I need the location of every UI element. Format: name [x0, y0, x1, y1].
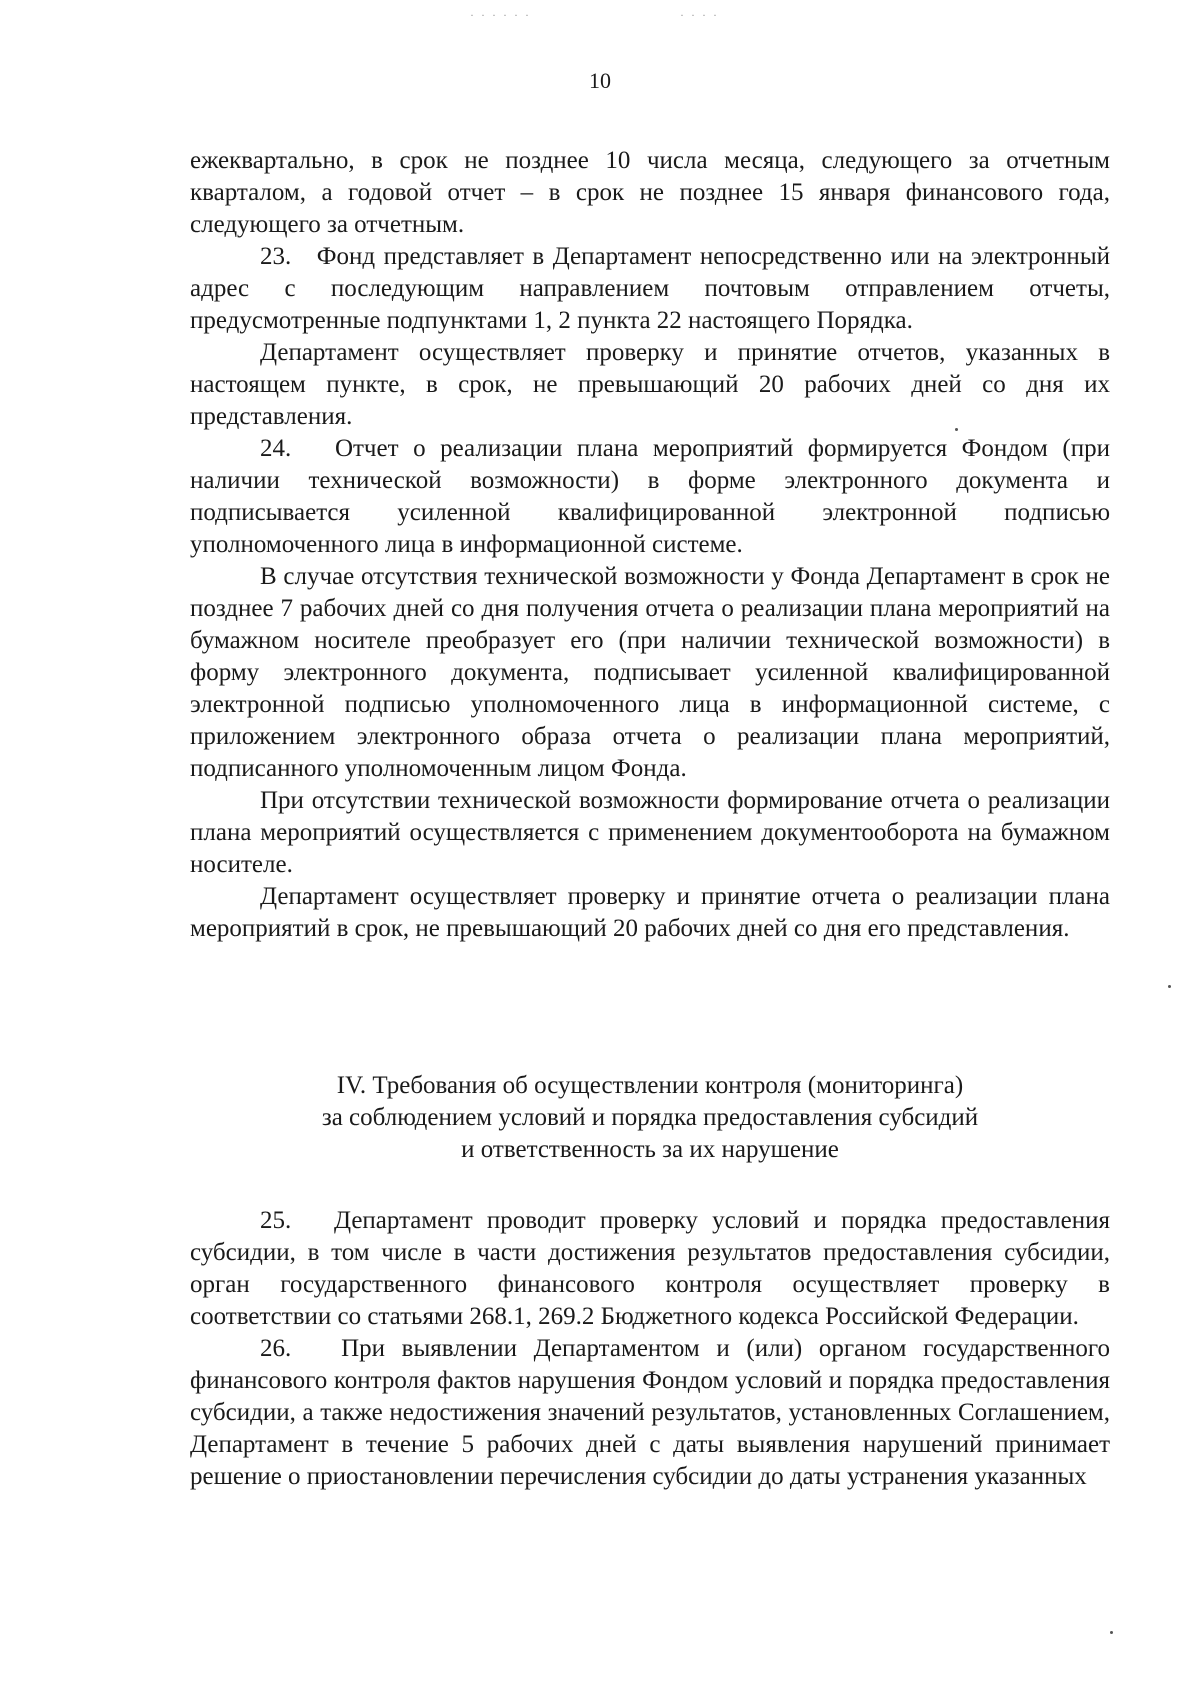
- scan-artifact: · · · · · ·: [470, 8, 531, 22]
- paragraph-clause-26: 26. При выявлении Департаментом и (или) органом государственного финансового контроля фактов нарушения Фондом условий и порядка предоставления субсидии, а также недостижения значений результатов, установленных Соглашением, Департамент в течение 5 рабочих дней с даты выявления нарушений принимает решение о приостановлении перечисления субсидии до даты устранения указанных: [190, 1335, 1110, 1490]
- paragraph: При отсутствии технической возможности формирование отчета о реализации плана мероприятий осуществляется с применением документооборота на бумажном носителе.: [190, 787, 1110, 878]
- body-text-top: [190, 145, 1110, 945]
- section-heading-line: за соблюдением условий и порядка предоставления субсидий: [321, 1104, 979, 1131]
- section-heading-line: и ответственность за их нарушение: [461, 1136, 839, 1163]
- scan-speck: [955, 428, 958, 431]
- paragraph: Департамент осуществляет проверку и принятие отчетов, указанных в настоящем пункте, в срок, не превышающий 20 рабочих дней со дня их представления.: [190, 339, 1110, 430]
- scan-speck: [1110, 1631, 1113, 1634]
- section-heading-line: IV. Требования об осуществлении контроля (мониторинга): [336, 1072, 964, 1099]
- paragraph-clause-25: 25. Департамент проводит проверку условий и порядка предоставления субсидии, в том числе в части достижения результатов предоставления субсидии, орган государственного финансового контроля осуществляет проверку в соответствии со статьями 268.1, 269.2 Бюджетного кодекса Российской Федерации.: [190, 1207, 1110, 1330]
- paragraph: ежеквартально, в срок не позднее 10 числа месяца, следующего за отчетным кварталом, а годовой отчет – в срок не позднее 15 января финансового года, следующего за отчетным.: [190, 147, 1110, 238]
- paragraph: В случае отсутствия технической возможности у Фонда Департамент в срок не позднее 7 рабочих дней со дня получения отчета о реализации плана мероприятий на бумажном носителе преобразует его (при наличии технической возможности) в форму электронного документа, подписывает усиленной квалифицированной электронной подписью уполномоченного лица в информационной системе, с приложением электронного образа отчета о реализации плана мероприятий, подписанного уполномоченным лицом Фонда.: [190, 563, 1110, 782]
- body-text-bottom: [190, 1205, 1110, 1493]
- scan-speck: [1168, 985, 1171, 988]
- paragraph-clause-23: 23. Фонд представляет в Департамент непосредственно или на электронный адрес с последующим направлением почтовым отправлением отчеты, предусмотренные подпунктами 1, 2 пункта 22 настоящего Порядка.: [190, 243, 1110, 334]
- scan-artifact: · · · ·: [680, 8, 719, 22]
- paragraph: Департамент осуществляет проверку и принятие отчета о реализации плана мероприятий в срок, не превышающий 20 рабочих дней со дня его представления.: [190, 883, 1110, 942]
- section-heading: [190, 1070, 1110, 1166]
- page-number: 10: [589, 68, 611, 93]
- paragraph-clause-24: 24. Отчет о реализации плана мероприятий формируется Фондом (при наличии технической возможности) в форме электронного документа и подписывается усиленной квалифицированной электронной подписью уполномоченного лица в информационной системе.: [190, 435, 1110, 558]
